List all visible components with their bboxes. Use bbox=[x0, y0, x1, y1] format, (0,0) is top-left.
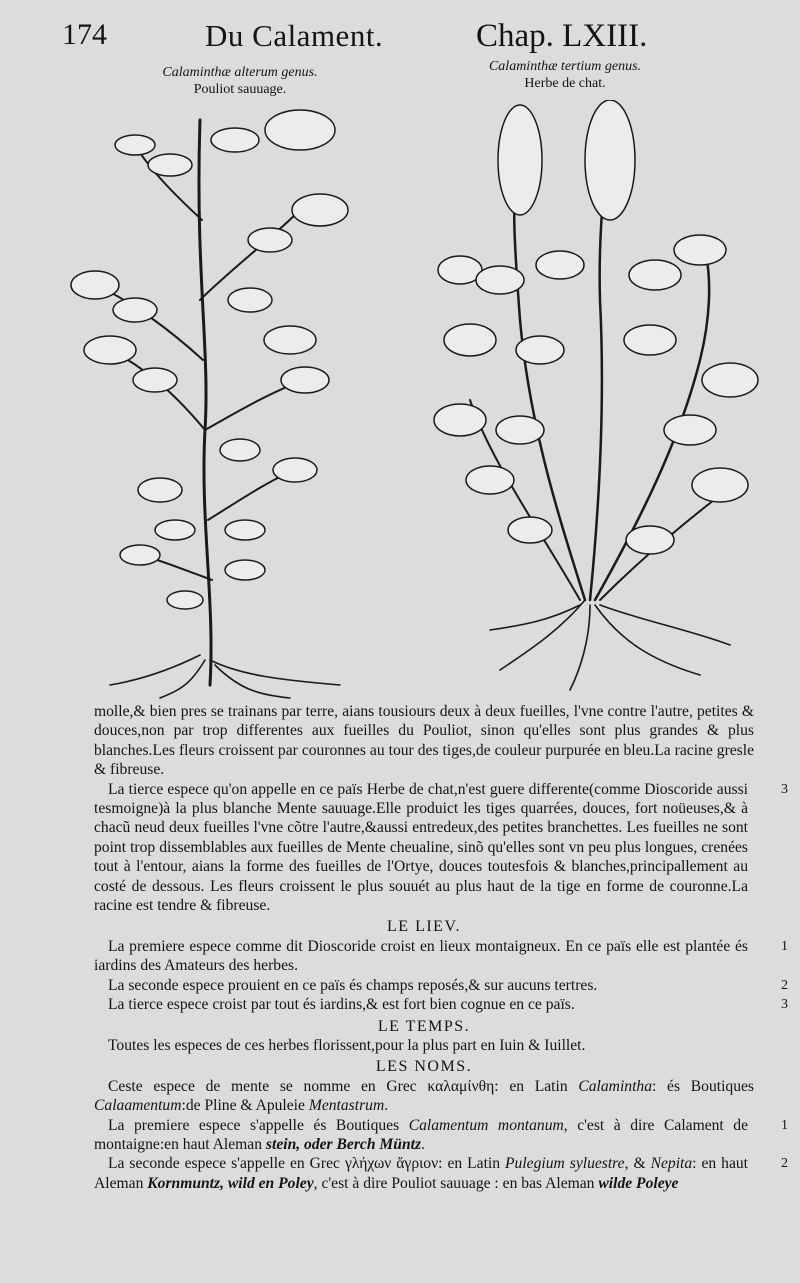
temps-paragraph: Toutes les especes de ces herbes florissent,pour la plus part en Iuin & Iuillet. bbox=[108, 1036, 586, 1054]
n2-latin-1: Pulegium syluestre bbox=[505, 1155, 625, 1173]
lieu-text-3: La tierce espece croist par tout és iardins,& est fort bien cognue en ce païs. bbox=[108, 996, 575, 1014]
n1-text-c: . bbox=[421, 1135, 425, 1153]
n1-latin: Calamentum montanum bbox=[408, 1116, 564, 1134]
margin-marker-1: 1 bbox=[781, 938, 788, 954]
noms-paragraph-1 bbox=[94, 1116, 788, 1155]
lieu-paragraph-2 bbox=[94, 976, 788, 995]
margin-marker-n2: 2 bbox=[781, 1156, 788, 1172]
left-caption-french: Pouliot sauuage. bbox=[193, 82, 287, 97]
page-number: 174 bbox=[62, 18, 107, 51]
margin-marker-3: 3 bbox=[781, 781, 788, 797]
margin-marker-n1: 1 bbox=[781, 1117, 788, 1133]
section-heading-noms: LES NOMS. bbox=[375, 1058, 473, 1076]
n2-greek: γλήχων ἄγριον bbox=[344, 1155, 439, 1173]
section-heading-lieu: LE LIEV. bbox=[387, 918, 461, 936]
right-plant-woodcut bbox=[434, 100, 758, 690]
chapter-heading: Chap. LXIII. bbox=[476, 18, 648, 54]
margin-marker-3b: 3 bbox=[781, 997, 788, 1013]
n2-text-b: : en Latin bbox=[438, 1155, 506, 1173]
noms-text-c: : és Boutiques bbox=[652, 1077, 754, 1095]
noms-text-e: . bbox=[384, 1097, 389, 1115]
noms-latin: Calamintha bbox=[578, 1077, 653, 1095]
n2-text-a: La seconde espece s'appelle en Grec bbox=[108, 1155, 345, 1173]
paragraph-third-text: La tierce espece qu'on appelle en ce païs Herbe de chat,n'est guere differente(comme Dioscoride aussi tesmoigne)à la plus blanche Mente sauuage.Elle produict les tiges quarrées, douces, fort noüeuses,& à chacũ neud deux fueilles l'vne cõtre l'autre,&aussi entredeux,des petites branchettes. Les fueilles ne sont point trop dissemblables aux fueilles de Mente cheualine, sinõ qu'elles sont vn peu plus longues, crenées tout à l'entour, aians la forme des fueilles de l'Ortye, douces toutesfois & blanches,principallement au costé de dessous. Les fleurs croissent le plus souuét au plus haut de la tige en forme de couronne.La racine est tendre & fibreuse. bbox=[94, 780, 748, 915]
n2-german-1: Kornmuntz, wild en Poley bbox=[147, 1174, 314, 1192]
left-figure-caption bbox=[150, 64, 330, 98]
n1-text-a: La premiere espece s'appelle és Boutiques bbox=[108, 1116, 409, 1134]
noms-text-a: Ceste espece de mente se nomme en Grec bbox=[108, 1077, 428, 1095]
lieu-text-1: La premiere espece comme dit Dioscoride croist en lieux montaigneux. En ce païs elle est plantée és iardins des Amateurs des herbes. bbox=[94, 937, 748, 975]
left-plant-woodcut bbox=[71, 110, 348, 698]
noms-ment: Mentastrum bbox=[308, 1097, 385, 1115]
noms-text-b: : en Latin bbox=[494, 1077, 579, 1095]
n2-german-2: wilde Poleye bbox=[598, 1174, 679, 1192]
noms-greek: καλαμίνθη bbox=[427, 1077, 495, 1095]
right-caption-latin: Calaminthæ tertium genus. bbox=[488, 59, 642, 74]
noms-paragraph bbox=[94, 1077, 754, 1116]
noms-text-d: :de Pline & Apuleie bbox=[181, 1097, 309, 1115]
paragraph-description-second: molle,& bien pres se trainans par terre, aians tousiours deux à deux fueilles, l'vne contre l'autre, petites & douces,non par trop differentes aux fueilles du Pouliot, sinon qu'elles sont plus grandes & plus blanches.Les fleurs croissent par couronnes au tour des tiges,de couleur purpurée en bleu.La racine gresle & fibreuse. bbox=[94, 703, 754, 779]
n1-text-b: , c'est à dire Calament de montaigne:en haut Aleman bbox=[94, 1116, 749, 1153]
n2-text-e: , c'est à dire Pouliot sauuage : en bas Aleman bbox=[313, 1174, 599, 1192]
n2-latin-2: Nepita bbox=[650, 1155, 693, 1173]
n1-german: stein, oder Berch Müntz bbox=[265, 1135, 422, 1153]
page-body-text bbox=[94, 702, 788, 1193]
margin-marker-2: 2 bbox=[781, 977, 788, 993]
section-heading-temps: LE TEMPS. bbox=[377, 1017, 471, 1035]
n2-text-d: : en haut Aleman bbox=[94, 1155, 749, 1192]
n2-text-c: , & bbox=[624, 1155, 651, 1173]
lieu-paragraph-1 bbox=[94, 937, 788, 976]
paragraph-description-third bbox=[94, 780, 788, 916]
running-title: Du Calament. bbox=[205, 18, 384, 53]
left-caption-latin: Calaminthæ alterum genus. bbox=[162, 65, 318, 80]
right-caption-french: Herbe de chat. bbox=[524, 76, 606, 91]
lieu-text-2: La seconde espece prouient en ce païs és champs reposés,& sur aucuns tertres. bbox=[108, 976, 598, 994]
noms-shop: Calaamentum bbox=[94, 1097, 182, 1115]
noms-paragraph-2 bbox=[94, 1154, 788, 1193]
plant-woodcuts bbox=[0, 100, 800, 700]
lieu-paragraph-3 bbox=[94, 995, 788, 1014]
right-figure-caption bbox=[480, 58, 650, 92]
